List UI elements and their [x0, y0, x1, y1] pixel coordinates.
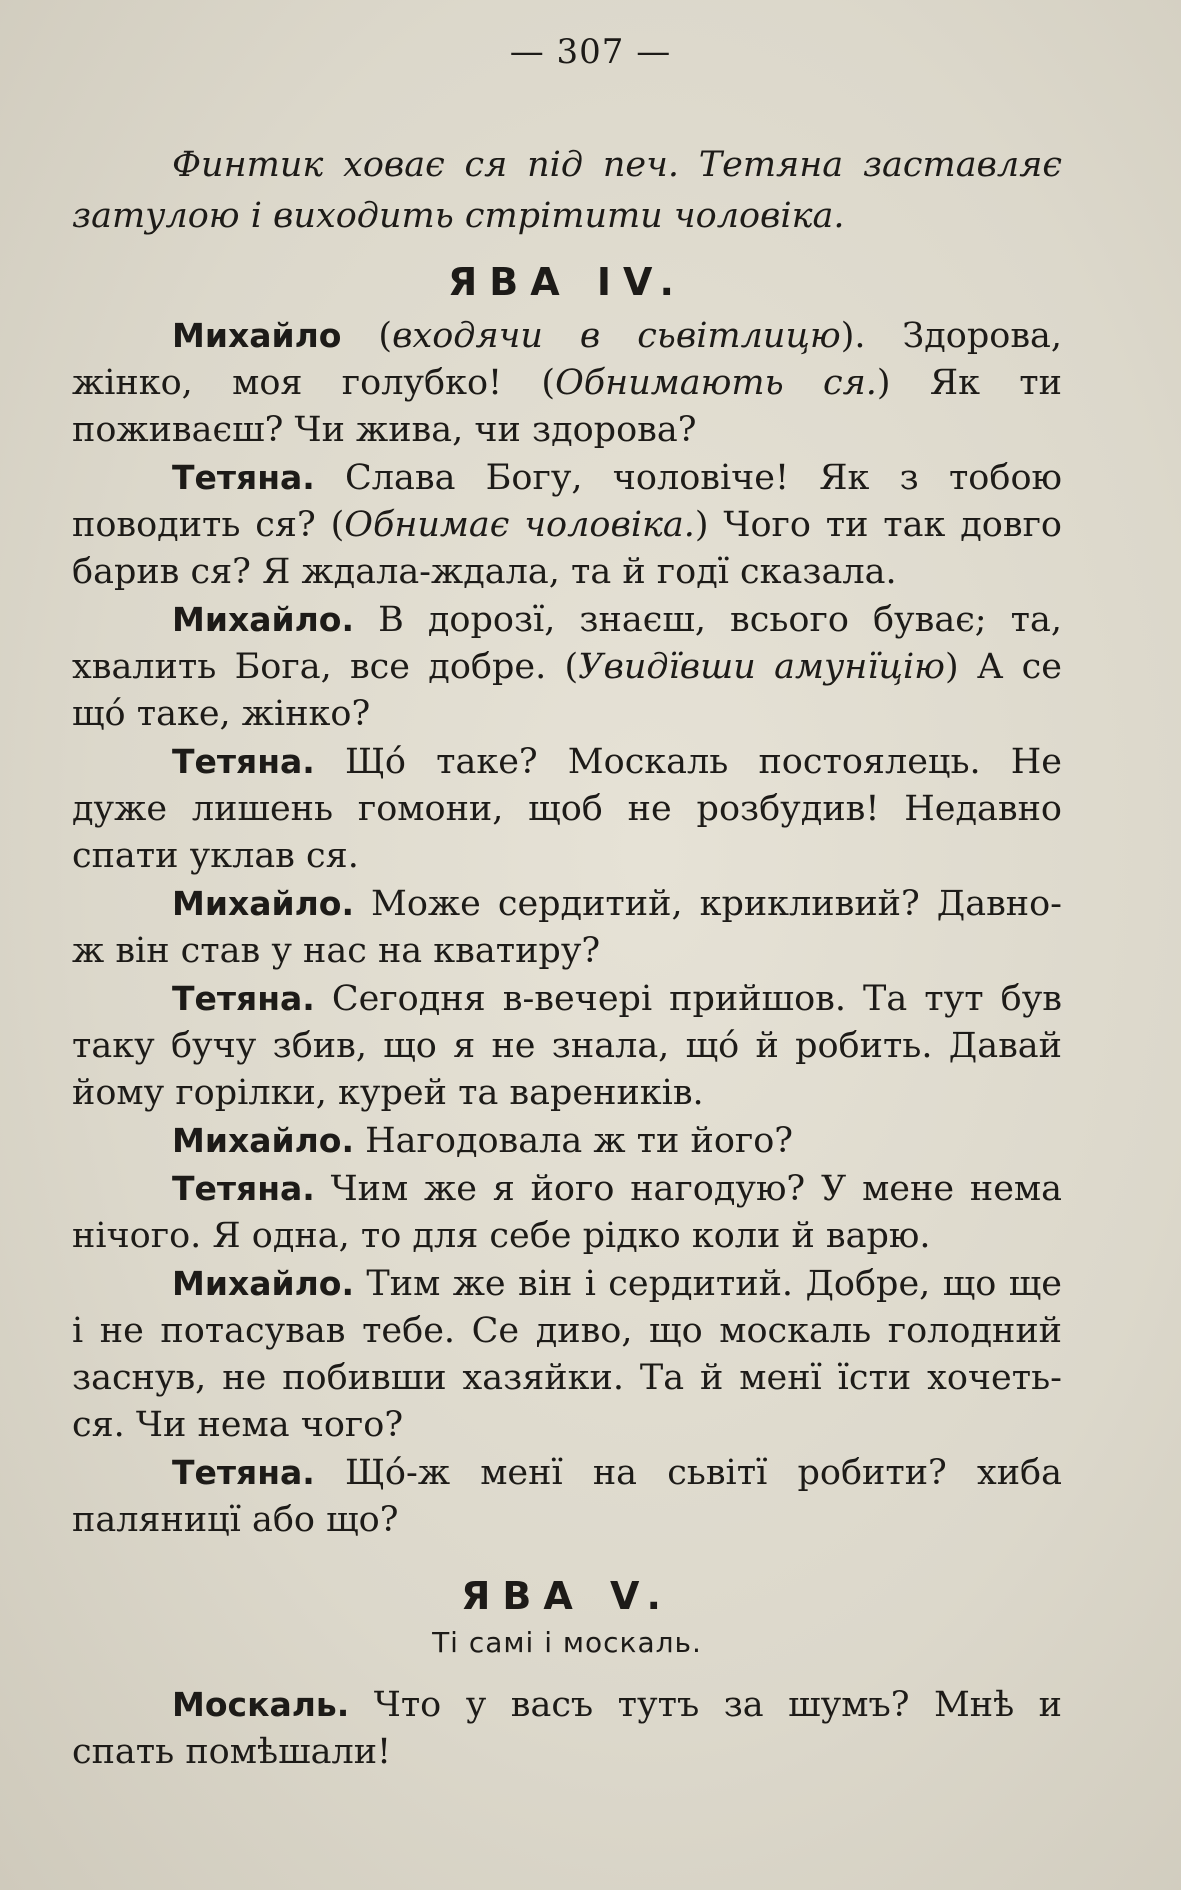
- dialogue-paragraph: [72, 1165, 1062, 1260]
- dialogue-text: Что у васъ тутъ за шумъ? Мнѣ и спать помѣшали!: [72, 1685, 1062, 1772]
- dialogue-paragraph: [72, 1449, 1062, 1544]
- dialogue-paragraph: [72, 454, 1062, 596]
- stage-direction-inline: Обнимає чоловіка.: [344, 505, 695, 545]
- speaker-name: Михайло.: [172, 884, 355, 923]
- speaker-name: Михайло.: [172, 1121, 355, 1160]
- dialogue-paragraph: [72, 738, 1062, 880]
- speaker-name: Тетяна.: [172, 1453, 315, 1492]
- speaker-name: Москаль.: [172, 1685, 350, 1724]
- speaker-name: Михайло.: [172, 1264, 355, 1303]
- dialogue-text: ) А се щó таке, жінко?: [72, 647, 1062, 734]
- scene-title: ЯВА V.: [461, 1574, 673, 1618]
- speaker-name: Тетяна.: [172, 458, 315, 497]
- dialogue-text: ). Здорова, жінко, моя голубко! (: [72, 316, 1063, 403]
- dialogue-paragraph: [72, 1681, 1062, 1776]
- dialogue-text: Може сердитий, крикливий? Давно-ж він став у нас на кватиру?: [72, 884, 1062, 971]
- stage-direction-inline: Обнимають ся.: [555, 363, 877, 403]
- dialogue-paragraph: [72, 1117, 1062, 1165]
- dialogue-paragraph: [72, 975, 1062, 1117]
- speaker-name: Михайло: [172, 316, 342, 355]
- speaker-name: Михайло.: [172, 600, 355, 639]
- dialogue-text: Слава Богу, чоловіче! Як з тобою поводить ся? (: [72, 458, 1062, 545]
- dialogue-text: ) Як ти поживаєш? Чи жива, чи здорова?: [72, 363, 1062, 450]
- dialogue-block: [72, 312, 1062, 1544]
- dialogue-text: Нагодовала ж ти його?: [354, 1121, 794, 1161]
- dialogue-paragraph: [72, 1260, 1062, 1449]
- dialogue-text: Сегодня в-вечері прийшов. Та тут був таку бучу збив, що я не знала, щó й робить. Давай йому горілки, курей та вареників.: [72, 979, 1062, 1113]
- dialogue-paragraph: [72, 880, 1062, 975]
- dialogue-paragraph: [72, 596, 1062, 738]
- scene-5-block: [72, 1574, 1062, 1776]
- dialogue-text: Щó-ж менї на сьвітї робити? хиба паляницї або що?: [72, 1453, 1062, 1540]
- stage-direction-inline: Увидївши амунїцію: [578, 647, 945, 687]
- stage-direction-inline: входячи в сьвітлицю: [392, 316, 841, 356]
- dialogue-text: Тим же він і сердитий. Добре, що ще і не потасував тебе. Се диво, що москаль голодний заснув, не побивши хазяйки. Та й менї їсти хочеть-ся. Чи нема чого?: [72, 1264, 1062, 1445]
- page-content: [72, 140, 1062, 1776]
- speaker-name: Тетяна.: [172, 979, 315, 1018]
- dialogue-text: Чим же я його нагодую? У мене нема нічого. Я одна, то для себе рідко коли й варю.: [72, 1169, 1062, 1256]
- stage-direction: Финтик ховає ся під печ. Тетяна заставляє затулою і виходить стрітити чоловіка.: [72, 145, 1062, 236]
- page-number: — 307 —: [509, 32, 672, 72]
- speaker-name: Тетяна.: [172, 742, 315, 781]
- dialogue-text: Щó таке? Москаль постоялець. Не дуже лишень гомони, щоб не розбудив! Недавно спати уклав ся.: [72, 742, 1062, 876]
- speaker-name: Тетяна.: [172, 1169, 315, 1208]
- dialogue-paragraph: [72, 312, 1062, 454]
- scene-cast: Ті самі і москаль.: [432, 1626, 702, 1659]
- dialogue-text: ) Чого ти так довго барив ся? Я ждала-ждала, та й годї сказала.: [72, 505, 1062, 592]
- scene-title: ЯВА IV.: [448, 260, 686, 304]
- dialogue-text: (: [341, 316, 393, 356]
- dialogue-text: В дорозї, знаєш, всього буває; та, хвалить Бога, все добре. (: [72, 600, 1062, 687]
